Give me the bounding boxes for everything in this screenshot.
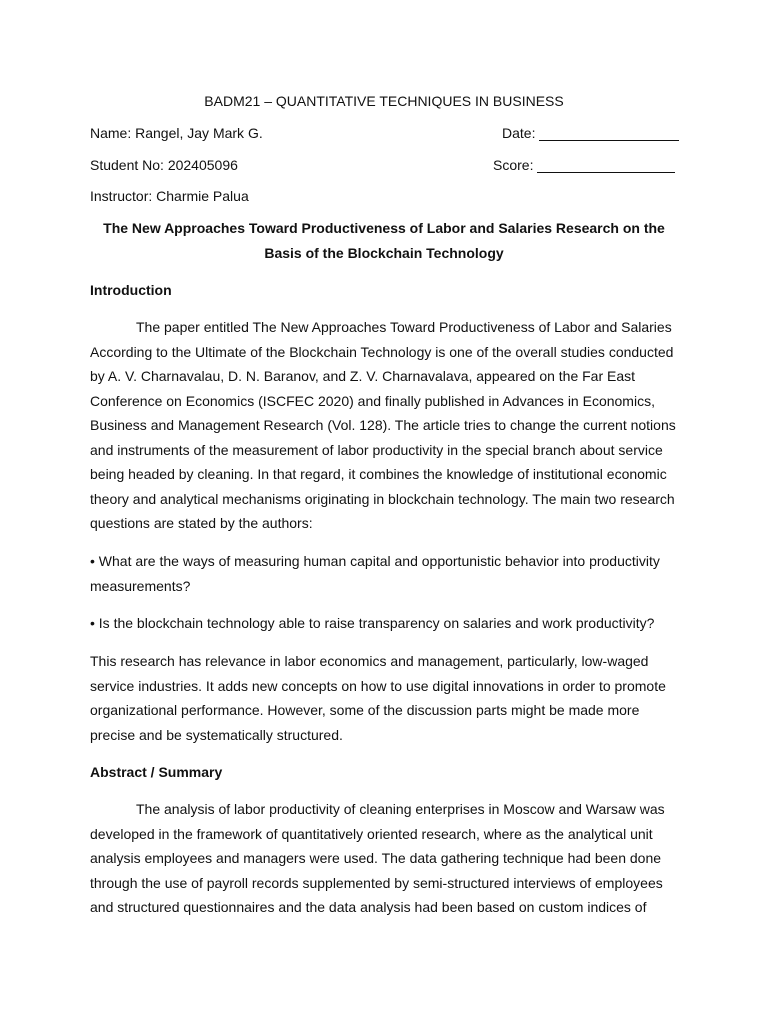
instructor-name: Instructor: Charmie Palua xyxy=(90,188,249,204)
abstract-heading: Abstract / Summary xyxy=(90,764,223,780)
score-label: Score: xyxy=(493,157,534,173)
date-label: Date: xyxy=(502,125,536,141)
paper-title-line-2: Basis of the Blockchain Technology xyxy=(264,245,504,261)
score-blank-line xyxy=(537,158,675,173)
research-question-1: • What are the ways of measuring human capital and opportunistic behavior into productivity measurements? xyxy=(90,553,660,594)
abstract-paragraph-1: The analysis of labor productivity of cleaning enterprises in Moscow and Warsaw was developed in the framework of quantitatively oriented research, where as the analytical unit analysis employees and managers were used. The data gathering technique had been done through the use of payroll records supplemented by semi-structured interviews of employees and structured questionnaires and the data analysis had been based on custom indices of xyxy=(90,801,665,915)
date-blank-line xyxy=(539,126,679,141)
introduction-heading: Introduction xyxy=(90,282,172,298)
course-title: BADM21 – QUANTITATIVE TECHNIQUES IN BUSINESS xyxy=(204,93,564,109)
paper-title-line-1: The New Approaches Toward Productiveness of Labor and Salaries Research on the xyxy=(103,220,665,236)
student-name: Name: Rangel, Jay Mark G. xyxy=(90,125,263,141)
date-field xyxy=(502,125,679,141)
research-question-2: • Is the blockchain technology able to raise transparency on salaries and work productivity? xyxy=(90,615,655,631)
introduction-paragraph-1: The paper entitled The New Approaches Toward Productiveness of Labor and Salaries According to the Ultimate of the Blockchain Technology is one of the overall studies conducted by A. V. Charnavalau, D. N. Baranov, and Z. V. Charnavalava, appeared on the Far East Conference on Economics (ISCFEC 2020) and finally published in Advances in Economics, Business and Management Research (Vol. 128). The article tries to change the current notions and instruments of the measurement of labor productivity in the special branch about service being headed by cleaning. In that regard, it combines the knowledge of institutional economic theory and analytical mechanisms originating in blockchain technology. The main two research questions are stated by the authors: xyxy=(90,319,676,531)
student-number: Student No: 202405096 xyxy=(90,157,238,173)
introduction-paragraph-2: This research has relevance in labor economics and management, particularly, low-waged service industries. It adds new concepts on how to use digital innovations in order to promote organizational performance. However, some of the discussion parts might be made more precise and be systematically structured. xyxy=(90,653,666,743)
score-field xyxy=(493,157,675,173)
